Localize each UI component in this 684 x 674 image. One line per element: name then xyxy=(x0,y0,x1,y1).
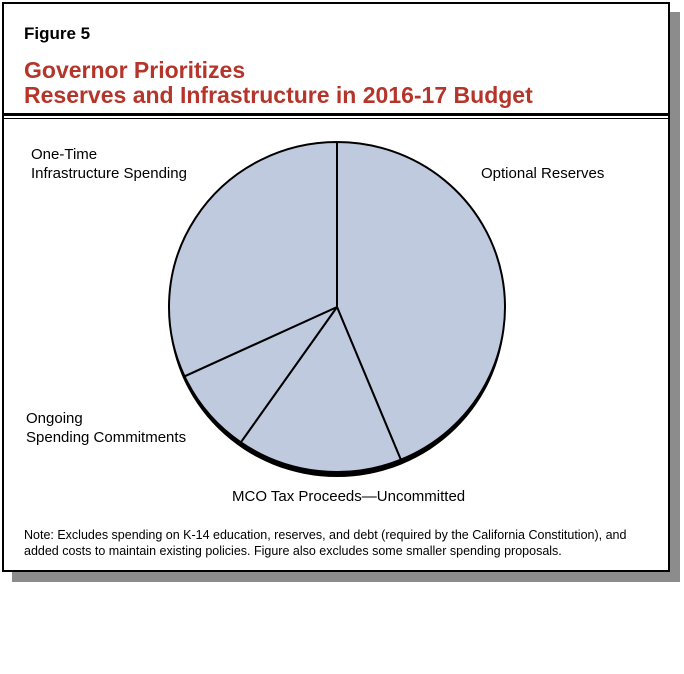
label-ongoing-spending xyxy=(26,409,186,447)
label-line: Infrastructure Spending xyxy=(31,165,187,182)
label-mco-tax xyxy=(232,487,465,506)
title-line-1: Governor Prioritizes xyxy=(24,57,246,83)
chart-note: Note: Excludes spending on K-14 education, reserves, and debt (required by the California Constitution), and added costs to maintain existing policies. Figure also excludes some smaller spending proposals. xyxy=(24,528,627,558)
label-line: MCO Tax Proceeds—Uncommitted xyxy=(232,488,466,505)
label-infrastructure xyxy=(31,145,187,183)
label-optional-reserves xyxy=(481,164,604,183)
figure-label: Figure 5 xyxy=(24,24,91,43)
label-line: Spending Commitments xyxy=(26,429,187,446)
label-line: Ongoing xyxy=(26,410,83,427)
label-line: One-Time xyxy=(31,146,98,163)
label-line: Optional Reserves xyxy=(481,165,605,182)
title-line-2: Reserves and Infrastructure in 2016-17 Budget xyxy=(24,82,533,108)
